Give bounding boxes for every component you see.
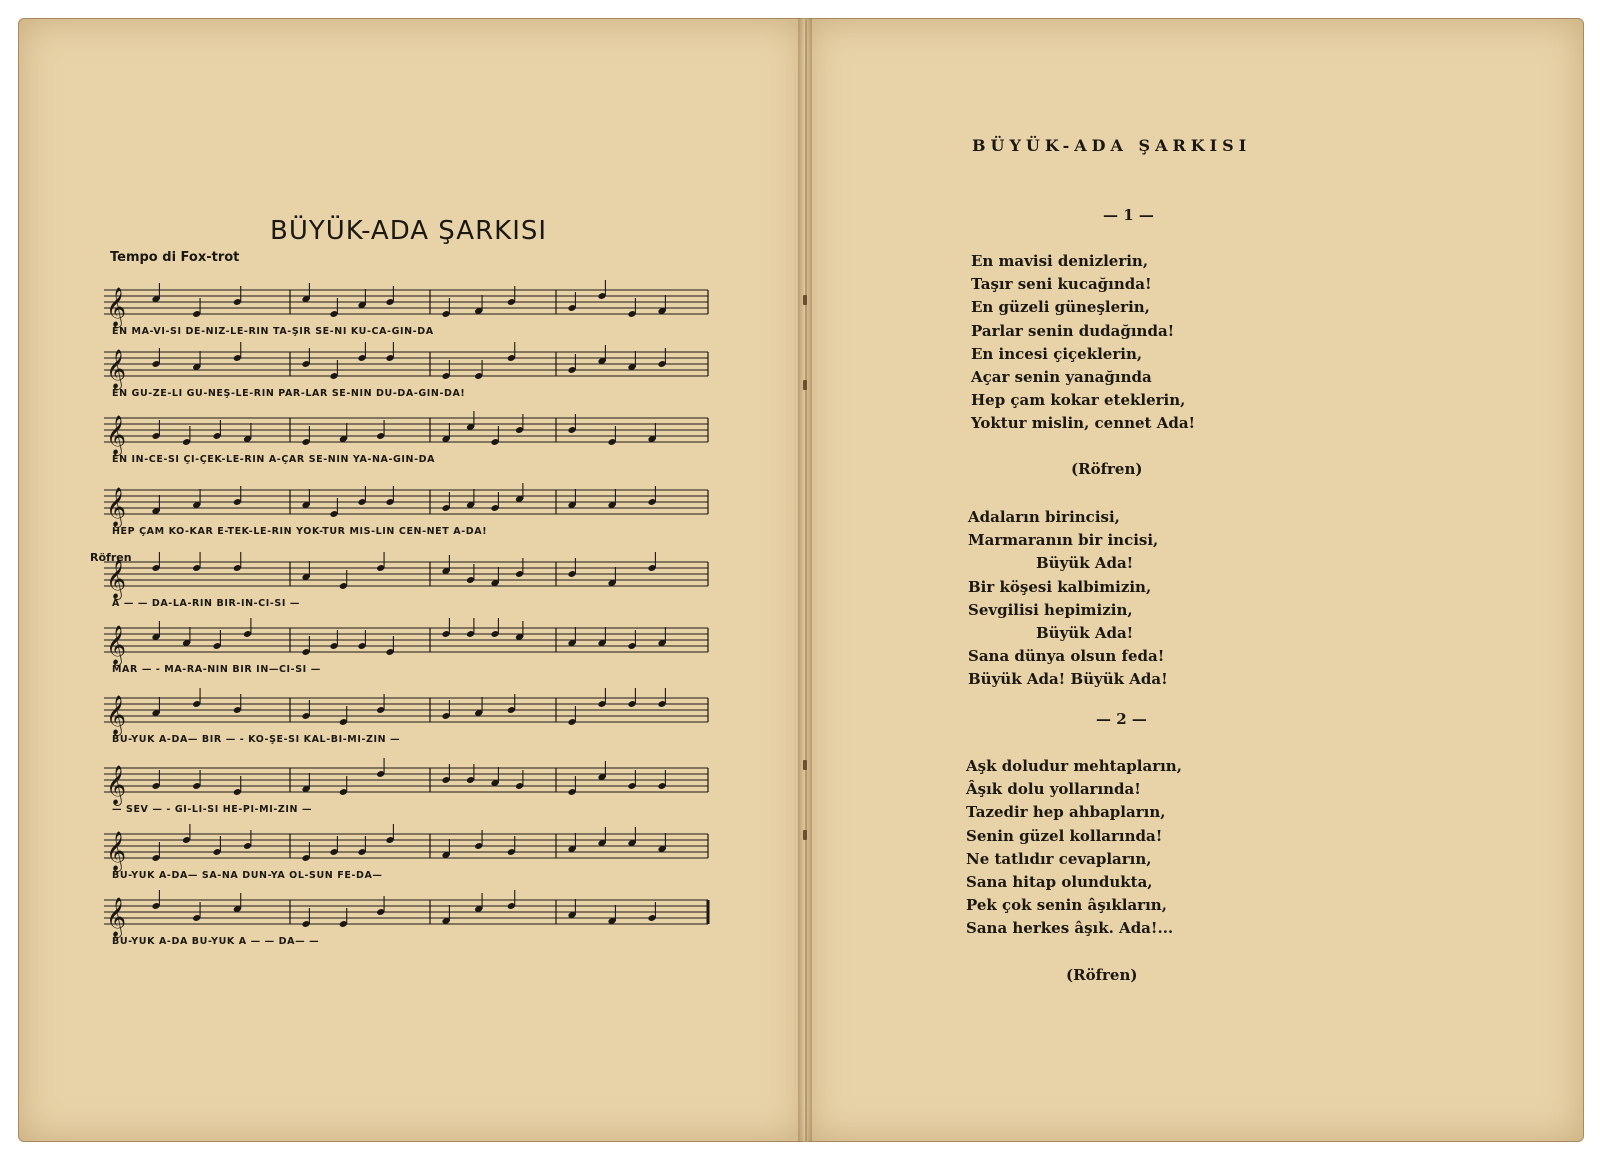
lyric-line: Âşık dolu yollarında! bbox=[966, 780, 1141, 799]
treble-clef-icon: 𝄞 bbox=[106, 695, 127, 735]
staff bbox=[104, 340, 726, 392]
staple bbox=[803, 760, 807, 770]
lyric-line: En mavisi denizlerin, bbox=[971, 252, 1149, 270]
score-lyric-line: MAR — - MA-RA-NIN BIR IN—CI-SI — bbox=[112, 664, 321, 675]
music-system bbox=[104, 550, 726, 612]
music-system bbox=[104, 340, 726, 402]
lyric-line: Marmaranın bir incisi, bbox=[968, 531, 1159, 550]
score-lyric-line: EN MA-VI-SI DE-NIZ-LE-RIN TA-ŞIR SE-NI KU-CA-ĞIN-DA bbox=[112, 326, 434, 337]
lyric-line: Büyük Ada! bbox=[1036, 624, 1134, 643]
music-system bbox=[104, 686, 726, 748]
lyric-line: Açar senin yanağında bbox=[971, 368, 1152, 387]
score-lyric-line: BÜ-YÜK A-DA— SA-NA DÜN-YA OL-SUN FE-DA— bbox=[112, 870, 383, 881]
lyric-line: En incesi çiçeklerin, bbox=[971, 344, 1143, 363]
music-system bbox=[104, 822, 726, 884]
lyric-line: Sana dünya olsun feda! bbox=[968, 647, 1165, 666]
staff bbox=[104, 278, 726, 330]
music-system bbox=[104, 478, 726, 540]
treble-clef-icon: 𝄞 bbox=[106, 831, 127, 871]
treble-clef-icon: 𝄞 bbox=[106, 487, 127, 527]
score-title: BÜYÜK-ADA ŞARKISI bbox=[270, 216, 548, 246]
staff bbox=[104, 616, 726, 668]
lyric-line: Büyük Ada! bbox=[1036, 554, 1134, 573]
treble-clef-icon: 𝄞 bbox=[106, 287, 127, 327]
staff bbox=[104, 888, 726, 940]
verse-2-number: — 2 — bbox=[1096, 710, 1147, 728]
book-spine bbox=[798, 18, 812, 1142]
staff bbox=[104, 550, 726, 602]
treble-clef-icon: 𝄞 bbox=[106, 559, 127, 599]
music-system bbox=[104, 616, 726, 678]
music-system bbox=[104, 756, 726, 818]
score-lyric-line: EN IN-CE-SI ÇI-ÇEK-LE-RIN A-ÇAR SE-NIN YA-NA-ĞIN-DA bbox=[112, 454, 436, 465]
staple bbox=[803, 830, 807, 840]
lyric-line: Adaların birincisi, bbox=[968, 508, 1120, 526]
treble-clef-icon: 𝄞 bbox=[106, 349, 127, 389]
lyric-line: Sana herkes âşık. Ada!... bbox=[966, 919, 1174, 938]
music-system bbox=[104, 278, 726, 340]
lyric-line: Bir köşesi kalbimizin, bbox=[968, 577, 1152, 596]
refrain-label: (Röfren) bbox=[1071, 460, 1143, 478]
treble-clef-icon: 𝄞 bbox=[106, 765, 127, 805]
staff bbox=[104, 406, 726, 458]
score-lyric-line: EN GÜ-ZE-LI GÜ-NEŞ-LE-RIN PAR-LAR SE-NIN DU-DA-ĞIN-DA! bbox=[112, 388, 466, 399]
lyric-line: Taşır seni kucağında! bbox=[971, 275, 1152, 294]
treble-clef-icon: 𝄞 bbox=[106, 625, 127, 665]
lyric-line: En güzeli güneşlerin, bbox=[971, 298, 1150, 317]
lyric-line: Pek çok senin âşıkların, bbox=[966, 896, 1167, 915]
refrain-stanza bbox=[968, 506, 1168, 692]
lyric-line: Yoktur mislin, cennet Ada! bbox=[971, 414, 1196, 433]
staple bbox=[803, 380, 807, 390]
lyric-line: Sana hitap olundukta, bbox=[966, 873, 1153, 892]
score-lyric-line: BÜ-YÜK A-DA BÜ-YÜK A — — DA— — bbox=[112, 936, 320, 947]
right-page bbox=[806, 18, 1584, 1142]
verse-1 bbox=[971, 250, 1195, 436]
score-lyric-line: — SEV — - GI-LI-SI HE-PI-MI-ZIN — bbox=[112, 804, 313, 815]
lyric-line: Aşk doludur mehtapların, bbox=[966, 757, 1182, 775]
score-lyric-line: A — — DA-LA-RIN BIR-IN-CI-SI — bbox=[112, 598, 301, 609]
score-lyric-line: BÜ-YÜK A-DA— BIR — - KÖ-ŞE-SI KAL-BI-MI-ZIN — bbox=[112, 734, 401, 745]
staff bbox=[104, 756, 726, 808]
verse-2 bbox=[966, 755, 1182, 941]
music-system bbox=[104, 888, 726, 950]
score-lyric-line: HEP ÇAM KO-KAR E-TEK-LE-RIN YOK-TUR MIS-LIN CEN-NET A-DA! bbox=[112, 526, 488, 537]
treble-clef-icon: 𝄞 bbox=[106, 415, 127, 455]
song-title: BÜYÜK-ADA ŞARKISI bbox=[972, 136, 1252, 155]
tempo-marking: Tempo di Fox-trot bbox=[110, 250, 240, 265]
lyric-line: Ne tatlıdır cevapların, bbox=[966, 849, 1152, 868]
lyric-line: Parlar senin dudağında! bbox=[971, 321, 1175, 340]
lyric-line: Senin güzel kollarında! bbox=[966, 826, 1163, 845]
music-system bbox=[104, 406, 726, 468]
lyric-line: Tazedir hep ahbapların, bbox=[966, 803, 1166, 822]
staff bbox=[104, 686, 726, 738]
staple bbox=[803, 295, 807, 305]
lyric-line: Hep çam kokar eteklerin, bbox=[971, 391, 1186, 410]
refrain-label: (Röfren) bbox=[1066, 966, 1138, 984]
staff bbox=[104, 822, 726, 874]
treble-clef-icon: 𝄞 bbox=[106, 897, 127, 937]
verse-1-number: — 1 — bbox=[1103, 206, 1154, 224]
refrain-marker: Röfren bbox=[90, 551, 132, 564]
lyric-line: Büyük Ada! Büyük Ada! bbox=[968, 670, 1168, 689]
staff bbox=[104, 478, 726, 530]
lyric-line: Sevgilisi hepimizin, bbox=[968, 600, 1133, 619]
